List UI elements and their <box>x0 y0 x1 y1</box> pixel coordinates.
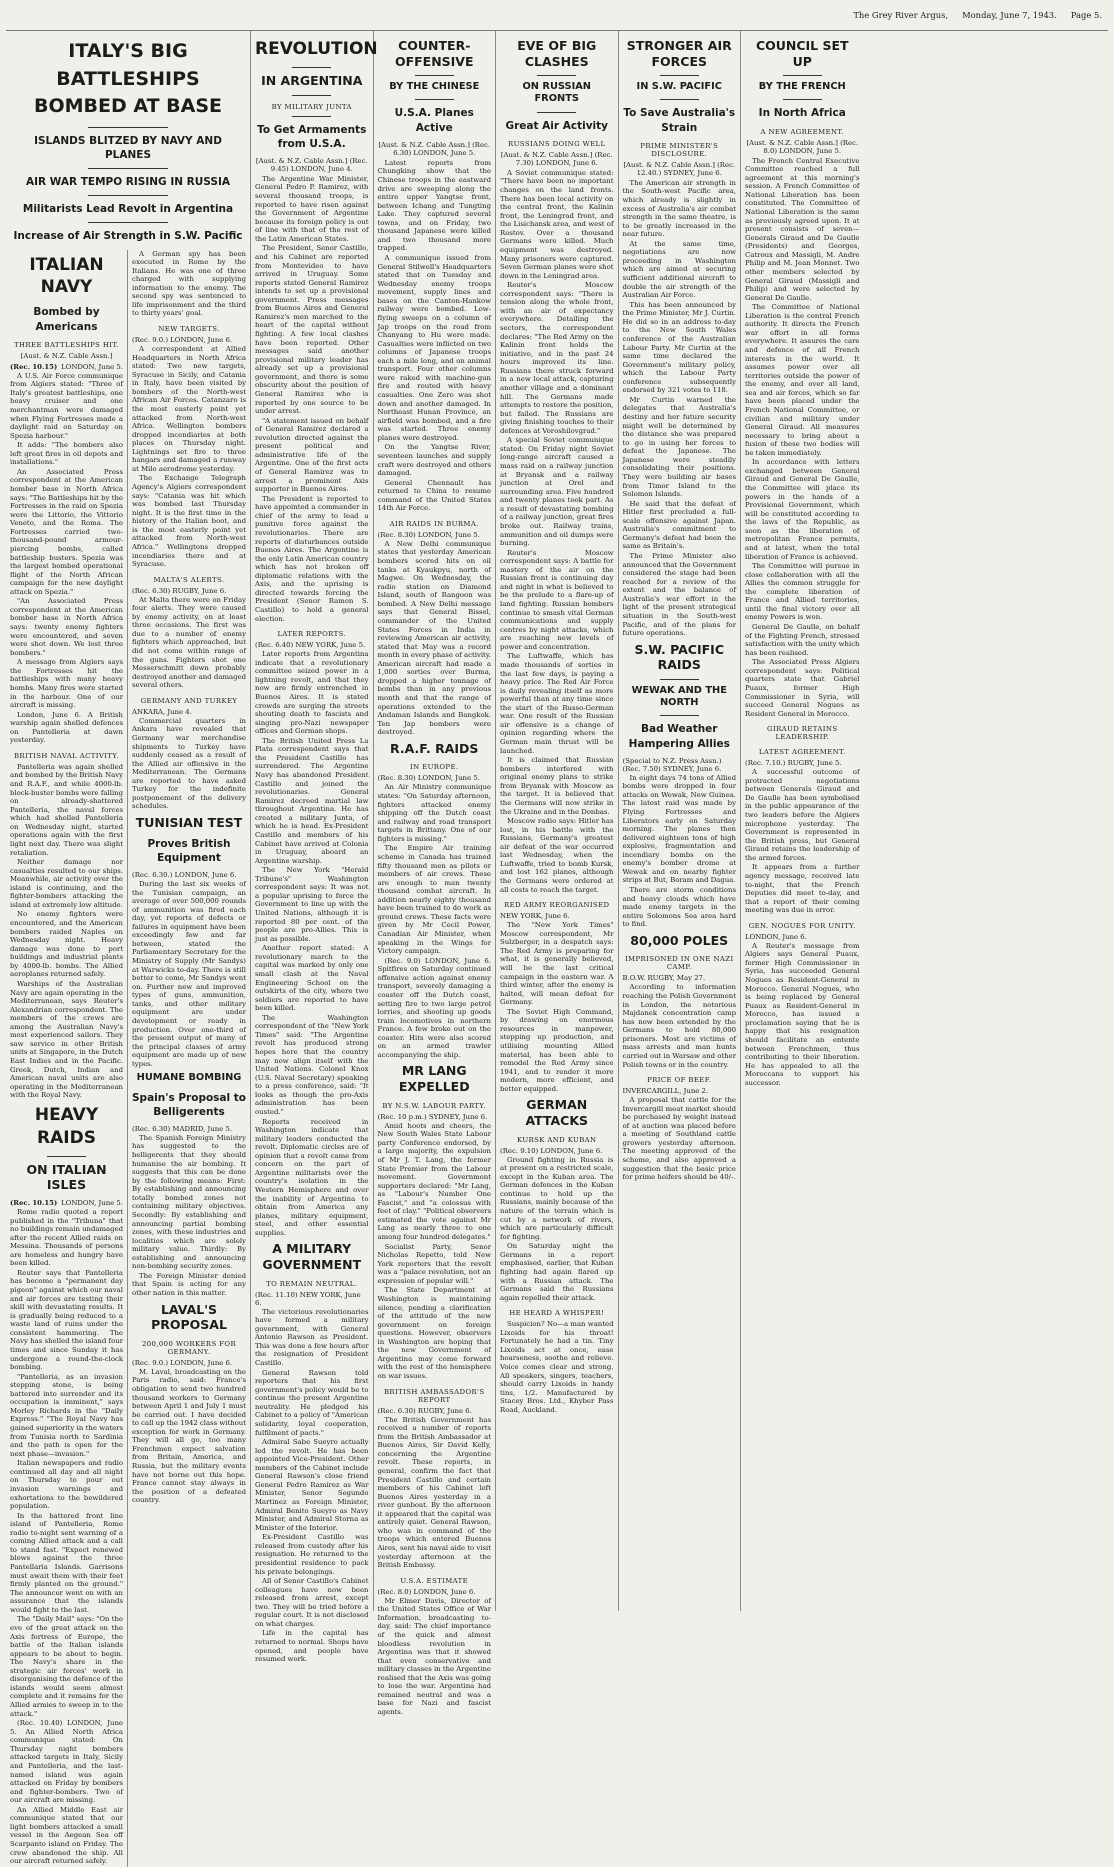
pacific-source: [Aust. & N.Z. Cable Assn.] (Rec. 12.40.) SYDNEY, June 6. <box>623 160 736 177</box>
pacific-paragraph: At the same time, negotiations are now proceeding in Washington which are aimed at securing sufficient additional aircraft to double the air strength of the Australian Air Force. <box>622 239 736 300</box>
wewak-paragraph: There are storm conditions and heavy clouds which have made enemy targets in the entire Solomons Sea area hard to find. <box>622 886 736 929</box>
council-headline: COUNCIL SET UP <box>755 38 849 69</box>
kursk-dateline: (Rec. 9.10) LONDON, June 6. <box>500 1146 603 1155</box>
revolution-paragraph: The British United Press La Plata correspondent says that the President Castillo has surrendered. The Argentine Navy has abandoned President Castillo and joined the revolutionaries. General Ramirez decreed martial law throughout Argentina. He has created a military Junta, of which he is head. Ex-President Castillo and members of his Cabinet have arrived at Colonia in Uruguay, aboard an Argentine warship. <box>255 736 369 865</box>
new-targets-head: NEW TARGETS. <box>158 325 220 333</box>
lang-paragraph: Socialist Party, Senor Nicholas Repetto, told New York reporters that the revolt was a "palace revolution, not an expression of popular will." <box>377 1242 491 1285</box>
navy-paragraph: It adds: "The bombers also left great fires in oil depots and installations." <box>10 441 123 467</box>
lang-subhead: BY N.S.W. LABOUR PARTY. <box>382 1101 487 1110</box>
nogues-head: GEN. NOGUES FOR UNITY. <box>748 921 856 930</box>
council-paragraph: The Committee of National Liberation is the central French authority. It directs the French war effort in all forms everywhere. It assures the care and defence of all French interests in the world. It assumes power over all territories outside the power of the enemy, and over all land, sea and air forces, which so far have been placed under the French National Committee, or civilian and military under General Giraud. All measures necessary to bring about a fusion of these two bodies will be taken immediately. <box>745 303 860 457</box>
military-paragraph: General Rawson told reporters that his first government's policy would be to continue the present Argentine neutrality. He pledged his Cabinet to a policy of "American solidarity, loyal cooperation, fulfilment of pacts." <box>255 1368 369 1437</box>
spy-paragraph: A German spy has been executed in Rome by the Italians. He was one of three charged with supplying information to the enemy. The second spy was sentenced to life imprisonment and the third to thirty years' goal. <box>132 249 246 318</box>
russia-paragraph: Reuter's Moscow correspondent says: A battle for mastery of the air on the Russian front is continuing day and night in what is believed to be the prelude to a flare-up of land fighting. Russian bombers continue to smash vital German communications and supply centres by night attacks, which are reaching new levels of power and concentration. <box>500 548 614 651</box>
poles-subhead: IMPRISONED IN ONE NAZI CAMP. <box>624 955 734 972</box>
council-column <box>741 31 864 1611</box>
beef-paragraph: A proposal that cattle for the Invercargill meat market should be purchased by weight instead of at auction was placed before a meeting of Southland cattle growers yesterday afternoon. The meeting approved of the scheme, and also approved a suggestion that the basic price for prime heifers should be 40/-. <box>622 1096 736 1182</box>
revolution-subhead: IN ARGENTINA <box>261 72 363 88</box>
chinese-subhead: BY THE CHINESE <box>389 81 480 93</box>
masthead-paper: The Grey River Argus, <box>853 10 949 20</box>
russia-paragraph: A Soviet communique stated: "There have been no important changes on the land fronts. There has been local activity on the central front, the Kalinin front, the Leningrad front, and the Lisichansk area, and west of Rostov. Over a thousand Germans were killed. Much equipment was destroyed. Many prisoners were captured. Seven German planes were shot down in the Leningrad area. <box>500 168 614 280</box>
pacific-paragraph: This has been announced by the Prime Minister, Mr J. Curtin. He did so in an address to-day to the New South Wales conference of the Australian Labour Party. Mr Curtin at the same time declared the Government's military policy, which the Labour Party conference subsequently endorsed by 321 votes to 118. <box>622 300 736 395</box>
navy-paragraph: An Associated Press correspondent at the American bomber base in North Africa says: "The Battleships hit by the Fortresses in the raid on Spezia were the Littorio, the Vittorio Veneto, and the Roma. The Fortresses carried two-thousand-pound armour-piercing bombs, called battleship busters. Spezia was the largest bombed operational flight of the North African campaign for the new daylight attack on Spezia." <box>10 467 123 596</box>
giraud-paragraph: A successful outcome of protracted negotiations between Generals Giraud and De Gaulle has been symbolised in the public appearance of the two leaders before the Algiers microphone yesterday. The Government is represented in the British press, but General Giraud retains the leadership of the armed forces. <box>745 768 860 862</box>
malta-dateline: (Rec. 6.30) RUGBY, June 6. <box>132 586 227 595</box>
revolution-paragraph: Another report stated: A revolutionary march to the capital was marked by only one small clash at the Naval Engineering School on the outskirts of the city, where two soldiers are reported to have been killed. <box>255 944 369 1013</box>
navy-paragraph: London, June 6. A British warship again shelled defences on Pantelleria at dawn yesterday. <box>10 710 123 745</box>
poles-headline: 80,000 POLES <box>630 932 729 948</box>
isles-paragraph: An Allied Middle East air communique stated that our light bombers attacked a small vessel in the Aegean Sea off Scarpanto island on Friday. The crew abandoned the ship. All our aircraft returned safely. <box>10 1805 123 1866</box>
revolution-paragraph: The President, Senor Castillo, and his Cabinet are reported from Montevideo to have arrived in Uruguay. Some reports stated General Ramirez intends to set up a provisional government. Press messages from Buenos Aires and General Ramirez's men marched to the heart of the capital without fighting. A few local clashes have been reported. Other messages said another provisional military leader has already set up a provisional government, and there is some obscurity about the position of General Ramirez who is reported by one source to be under arrest. <box>255 244 369 416</box>
german-attacks-headline: GERMAN ATTACKS <box>525 1097 589 1129</box>
russia-column <box>496 31 619 1611</box>
russia-paragraph: Moscow radio says: Hitler has lost, in his battle with the Russians, Germany's greatest air defeat of the war occurred last Wednesday, when the Luftwaffe, tried to bomb Kursk, and lost 162 planes, although the Germans were ordered at all costs to reach the target. <box>500 817 614 894</box>
navy-source: [Aust. & N.Z. Cable Assn.] <box>20 351 113 360</box>
turkey-head: GERMANY AND TURKEY <box>140 696 238 705</box>
pacific-column <box>619 31 742 1611</box>
russia-paragraph: It is claimed that Russian bombers interfered with original enemy plans to strike from Bryansk with Moscow as the target. It is believed that the Germans will now strike in the Ukraine and in the Donbas. <box>500 756 614 816</box>
chinese-headline: COUNTER-OFFENSIVE <box>394 38 474 69</box>
burma-dateline: (Rec. 8.30) LONDON, June 5. <box>377 530 480 539</box>
raf-headline: R.A.F. RAIDS <box>390 740 479 756</box>
council-paragraph: The French Central Executive Committee reached a full agreement at this morning's session. A French Committee of National Liberation has been constituted. The Committee of National Liberation is the same as previously agreed upon. It at present consists of seven—Generals Giraud and De Gaulle (Presidents) and Georges, Catroux and Massigli, M. Andre Philip and M. Jean Monnet. Two other members selected by General Giraud (Massigli and Philip) and were selected by General De Gaulle. <box>745 156 860 302</box>
navy-paragraph: "An Associated Press correspondent at the American bomber base in North Africa says: twenty enemy fighters were encountered, and seven were shot down. We lost three bombers." <box>10 597 123 657</box>
ambassador-paragraph: The British Government has received a number of reports from the British Ambassador at Buenos Aires, Sir David Kelly, concerning the Argentine revolt. These reports, in general, confirm the fact that President Castillo and certain members of his Cabinet left Buenos Aires yesterday in a river gunboat. By the afternoon it appeared that the capital was entirely quiet. General Rawson, who was in command of the troops which entered Buenos Aires, sent his naval aide to visit yesterday afternoon at the British Embassy. <box>377 1415 491 1570</box>
new-targets-dateline: (Rec. 9.0.) LONDON, June 6. <box>132 336 233 344</box>
russia-source: [Aust. & N.Z. Cable Assn.] (Rec. 7.30) LONDON, June 6. <box>500 150 613 167</box>
tunisian-subhead: Proves British Equipment <box>147 837 231 864</box>
council-paragraph: The Committee will pursue in close collaboration with all the Allies the common struggle for the complete liberation of France and Allied territories, until the final victory over all enemy Powers is won. <box>745 562 860 622</box>
council-paragraph: In accordance with letters exchanged between General Giraud and General De Gaulle, the Committee will place its powers in the hands of a Provisional Government, which will be constituted according to the laws of the Republic, as soon as the liberation of metropolitan France permits, and at latest, when the total liberation of France is achieved. <box>745 458 860 561</box>
nogues-paragraph: A Reuter's message from Algiers says General Puaux, former High Commissioner in Syria, has succeeded General Nogues as Resident-General in Morocco. General Nogues, who is being replaced by General Puaux as Resident-General in Morocco, has issued a proclamation saying that he is happy that his resignation should facilitate an entente between Frenchmen, thus contributing to their liberation. He has appealed to all the Moroccans to support his successor. <box>745 941 860 1087</box>
pacific-paragraph: Mr Curtin warned the delegates that Australia's destiny and her future security might well be determined by the distance she was prepared to go in using her forces to defeat the Japanese. The Japanese were steadily consolidating their positions. They were building air bases from Timor Island to the Solomon Islands. <box>622 395 736 499</box>
humane-dateline: (Rec. 6.30) MADRID, June 5. <box>132 1124 233 1133</box>
naval-paragraph: Neither damage nor casualties resulted to our ships. Meanwhile, air activity over the island is continuing, and the fighter-bombers attacking the island at extremely low altitude. <box>10 858 123 909</box>
chinese-paragraph: General Chennault has returned to China to resume command of the United States 14th Air Force. <box>377 478 491 513</box>
red-army-dateline: NEW YORK, June 6. <box>500 912 570 921</box>
naval-activity-head: BRITISH NAVAL ACTIVITY. <box>13 751 120 760</box>
later-reports-head: LATER REPORTS. <box>277 630 347 639</box>
wewak-deck: Bad Weather Hampering Allies <box>628 723 730 750</box>
beef-dateline: INVERCARGILL, June 2. <box>622 1087 709 1096</box>
red-army-head: RED ARMY REORGANISED <box>504 901 610 910</box>
naval-paragraph: Pantelleria was again shelled and bombed by the British Navy and R.A.F., and while 4000-lb. block-buster bombs were falling on already-shattered Pantelleria, the naval forces which had shelled Pantelleria on Wednesday night, started operations again with the first light next day. There was slight retaliation. <box>10 762 123 857</box>
revolution-paragraph: Reports received in Washington indicate that military leaders conducted the revolt. Diplomatic circles are of opinion that a revolt came from concern on the part of Argentine militarists over the country's isolation in the Western Hemisphere and over the inability of Argentina to obtain from America any planes, military equipment, steel, and other essential supplies. <box>255 1117 369 1237</box>
usa-estimate-dateline: (Rec. 8.0) LONDON, June 6. <box>377 1587 476 1596</box>
chinese-column <box>374 31 497 1717</box>
red-army-paragraph: The Soviet High Command, by drawing on enormous resources in manpower, stepping up production, and utilising mounting Allied material, has been able to remodel the Red Army since 1941, and to render it more modern, more efficient, and better equipped. <box>500 1007 614 1093</box>
revolution-column <box>251 31 378 1664</box>
italy-deck-1: ISLANDS BLITZED BY NAVY AND PLANES <box>34 134 222 161</box>
new-agreement-head: A NEW AGREEMENT. <box>760 127 844 136</box>
pacific-paragraph: The Prime Minister also announced that the Government considered the stage had been reached for a review of the extent and the balance of Australia's war effort in the light of the present strategical situation in the South-west Pacific, and of the plans for future operations. <box>622 552 736 638</box>
revolution-paragraph: The Washington correspondent of the "New York Times" said: "The Argentine revolt has produced strong hopes here that the country may now align itself with the United Nations. Colonel Knox (U.S. Naval Secretary) speaking to a press conference, said: "It looks as though the pro-Axis administration has been ousted." <box>255 1013 369 1116</box>
chinese-source: [Aust. & N.Z. Cable Assn.] (Rec. 6.30) LONDON, June 5. <box>378 140 491 157</box>
tunisian-paragraph: During the last six weeks of the Tunisian campaign, an average of over 500,000 rounds of ammunition was fired each day, yet reports of defects or failures in equipment have been exceedingly few and far between, stated the Parliamentary Secretary for the Ministry of Supply (Mr Sandys) at Warwicks to-day. There is still better to come, Mr Sandys went on. Further new and improved types of guns, ammunition, tanks, and other military equipment are under development or ready in production. Over one-third of the present output of many of the principal classes of army equipment are made up of new types. <box>132 879 246 1068</box>
kursk-paragraph: Ground fighting in Russia is at present on a restricted scale, except in the Kuban area. The German defences in the Kuban continue to hold up the Russians, mainly because of the nature of the terrain which is cut by a network of rivers, which are particularly difficult for fighting. <box>500 1155 614 1241</box>
italy-twin-columns <box>6 250 250 1867</box>
burma-head: AIR RAIDS IN BURMA. <box>389 519 479 528</box>
humane-paragraph: The Foreign Minister denied that Spain is acting for any other nation in this matter. <box>132 1271 246 1298</box>
chinese-deck: U.S.A. Planes Active <box>394 107 474 134</box>
navy-paragraph: A U.S. Air Force communique from Algiers stated: "Three of Italy's greatest battleships, one heavy cruiser and one merchantman were damaged when Flying Fortresses made a daylight raid on Saturday on Spezia harbour." <box>10 371 123 440</box>
italy-headline: ITALY'S BIG BATTLESHIPS BOMBED AT BASE <box>33 40 223 118</box>
whisper-ad-head: HE HEARD A WHISPER! <box>509 1309 605 1318</box>
laval-paragraph: M. Laval, broadcasting on the Paris radio, said: France's obligation to send two hundred thousand workers to Germany between April 1 and July 1 must be carried out. I have decided to call up the 1942 class without exception for work in Germany. They will all go, too many Frenchmen expect salvation from Britain, America, and Russia, but the military events have not borne out this hope. France cannot stay always in the position of a defeated country. <box>132 1367 247 1505</box>
navy-subhead: Bombed by Americans <box>33 306 100 333</box>
isles-headline: HEAVY RAIDS <box>34 1104 99 1148</box>
military-paragraph: All of Senor Castillo's Cabinet colleagues have now been released from arrest, except two. They will be tried before a regular court. It is not disclosed on what charges. <box>255 1577 369 1628</box>
raf-dateline: (Rec. 8.30) LONDON, June 5. <box>377 774 480 783</box>
military-paragraph: Life in the capital has returned to normal. Shops have opened, and people have resumed work. <box>255 1629 369 1664</box>
kursk-head: KURSK AND KUBAN <box>517 1135 597 1144</box>
italy-deck-2: AIR WAR TEMPO RISING IN RUSSIA <box>26 175 230 188</box>
italy-left-column <box>6 250 128 1867</box>
later-reports-dateline: (Rec. 6.40) NEW YORK, June 5. <box>255 641 366 650</box>
prime-minister-head: PRIME MINISTER'S DISCLOSURE. <box>640 141 719 158</box>
laval-subhead: 200,000 WORKERS FOR GERMANY. <box>141 1339 237 1356</box>
humane-subhead: Spain's Proposal to Belligerents <box>132 1091 246 1118</box>
pacific-raids-headline: S.W. PACIFIC RAIDS <box>634 641 724 673</box>
red-army-paragraph: The "New York Times" Moscow correspondent, Mr Sulzberger, in a despatch says: The Red Army is preparing for what, it is generally believed, will be the last critical campaign in the eastern war. A third winter, after the enemy is halted, will mean defeat for Germany. <box>500 921 614 1007</box>
kursk-paragraph: On Saturday night the Germans in a report emphasised, earlier, that Kuban fighting had again flared up with a Russian attack. The Germans said the Russians again repelled their attack. <box>500 1242 614 1302</box>
isles-paragraph: Reuter says that Pantelleria has become a "permanent day pigeon" against which our naval and air forces are testing their skill with devastating results. It is gradually being reduced to a waste land of ruins under the consistent hammering. The Navy has shelled the island four times and since Sunday it has undergone a round-the-clock bombing. <box>10 1268 123 1372</box>
isles-paragraph: In the battered front line island of Pantelleria, Rome radio to-night sent warning of a coming Allied attack and a call to stand fast. "Expect renewed blows against the three Pantellaria Islands. Garrisons must await them with their feet firmly planted on the ground." The announcer went on with an assurance that the islands would fight to the last. <box>10 1511 123 1614</box>
isles-paragraph: Italian newspapers and radio continued all day and all night on Thursday to pour out invasion warnings and exhortations to the bewildered population. <box>10 1459 123 1511</box>
pacific-paragraph: He said that the defeat of Hitler first precluded a full-scale offensive against Japan. Australia's commitment to Germany's defeat had been the same as Britain's. <box>622 499 736 551</box>
italy-right-column <box>128 250 250 1867</box>
russia-headline: EVE OF BIG CLASHES <box>517 38 597 69</box>
wewak-subhead: WEWAK AND THE NORTH <box>631 684 727 709</box>
whisper-ad-text: Suspicion? No—a man wanted Lixoids for his throat! Fortunately he had a tin. Tiny Lixoids act at once, ease hoarseness, soothe and relieve. Voice comes clear and strong. All speakers, singers, teachers, should carry Lixoids in handy tins, 1/2. Manufactured by Stacey Bros. Ltd., Khyber Pass Road, Auckland. <box>500 1320 614 1414</box>
military-government-headline: A MILITARY GOVERNMENT <box>262 1241 362 1273</box>
usa-estimate-paragraph: Mr Elmer Davis, Director of the United States Office of War Information, broadcasting to-day, said: The chief importance of the quick and almost bloodless revolution in Argentina was that it showed that even conservative and military classes in the Argentine realised that the Axis was going to lose the war. Argentina had remained neutral and was a base for Nazi and fascist agents. <box>377 1596 491 1717</box>
tunisian-dateline: (Rec. 6.30.) LONDON, June 6. <box>132 870 237 879</box>
russia-subhead: ON RUSSIAN FRONTS <box>522 81 592 105</box>
council-deck: In North Africa <box>758 107 846 120</box>
italy-section <box>6 31 251 1866</box>
military-dateline: (Rec. 11.10) NEW YORK, June 6. <box>255 1290 361 1307</box>
wewak-paragraph: In eight days 74 tons of Allied bombs were dropped in four attacks on Wewak, New Guinea. The latest raid was made by Flying Fortresses and Liberators early on Saturday morning. The planes then delivered eighteen tons of high explosive, fragmentation and incendiary bombs on the enemy's bomber drome at Wewak and on nearby fighter strips at But, Boram and Dagua. <box>622 773 736 885</box>
revolution-headline: REVOLUTION <box>255 39 378 59</box>
wewak-dateline: (Special to N.Z. Press Assn.) (Rec. 7.50) SYDNEY, June 6. <box>622 756 722 773</box>
targets-paragraph: The Exchange Telegraph Agency's Algiers correspondent says: "Catania was hit which was bombed last Thursday night. It is the first time in the history of the Italian boot, and is the most easterly point yet attacked from North-west Africa." Wellingtons dropped incendiaries there and at Syracuse. <box>132 474 246 569</box>
remain-neutral-head: TO REMAIN NEUTRAL. <box>266 1279 358 1288</box>
revolution-paragraph: The Argentine War Minister, General Pedro P. Ramirez, with several thousand troops, is reported to have risen against the Government of Argentine because its foreign policy is out of line with that of the rest of the Latin American States. <box>255 174 369 243</box>
giraud-dateline: (Rec. 7.10.) RUGBY, June 5. <box>745 759 842 768</box>
chinese-paragraph: On the Yangtse River, seventeen launches and supply craft were destroyed and others damaged. <box>377 443 491 478</box>
latest-agreement-head: LATEST AGREEMENT. <box>758 748 846 757</box>
revolution-paragraph: Later reports from Argentina indicate that a revolutionary committee seized power in a lightning revolt, and that they now are firmly entrenched in Buenos Aires. It is stated crowds are surging the streets shouting death to fascists and singing pro-Nazi newspaper offices and German shops. <box>255 650 369 736</box>
lang-paragraph: The State Department at Washington is maintaining silence, pending a clarification of the attitude of the new government on foreign questions. However, observers in Washington are hoping that the new Government of Argentina may come forward with the rest of the hemisphere on war issues. <box>377 1286 491 1381</box>
russia-deck: Great Air Activity <box>505 119 608 132</box>
council-source: [Aust. & N.Z. Cable Assn.] (Rec. 8.0) LONDON, June 5. <box>746 138 859 155</box>
raf-paragraph: The Empire Air training scheme in Canada has trained fifty thousand men as pilots or members of air crews. These are enough to man twenty thousand combat aircraft. In addition nearly eighty thousand have been trained to do work as ground crews. These facts were given by Mr Cecil Power, Canadian Air Minister, when speaking in the Wings for Victory campaign. <box>377 844 491 956</box>
lang-headline: MR LANG EXPELLED <box>398 1063 470 1095</box>
navy-paragraph: A message from Algiers says the Fortresses hit the battleships with many heavy bombs. Many fires were started in the harbour. One of our aircraft is missing. <box>10 658 123 710</box>
pacific-paragraph: The American air strength in the South-west Pacific area, which already is slightly in excess of Australia's air combat strength in the same theatre, is to be greatly increased in the near future. <box>622 178 736 239</box>
ambassador-dateline: (Rec. 6.30) RUGBY, June 6. <box>377 1406 472 1415</box>
naval-paragraph: No enemy fighters were encountered, and the American bombers raided Naples on Wednesday night. Heavy damage was done to port buildings and industrial plants by 4000-lb. bombs. The Allied aeroplanes returned safely. <box>10 910 123 979</box>
italy-deck-4: Increase of Air Strength in S.W. Pacific <box>13 230 243 243</box>
usa-estimate-head: U.S.A. ESTIMATE <box>400 1576 469 1585</box>
isles-subhead: ON ITALIAN ISLES <box>26 1161 107 1193</box>
raf-paragraph: An Air Ministry communique states: "On Saturday afternoon, fighters attacked enemy shipping off the Dutch coast and railway and road transport targets in Brittany. One of our fighters is missing." <box>377 783 491 843</box>
navy-section-head: THREE BATTLESHIPS HIT. <box>14 340 119 349</box>
military-paragraph: The victorious revolutionaries have formed a military government, with General Antonio Rawson as President. This was done a few hours after the resignation of President Castillo. <box>255 1307 369 1368</box>
naval-paragraph: Warships of the Australian Navy are again operating in the Mediterranean, says Reuter's Alexandrian correspondent. The members of the crews are among the Australian Navy's most experienced sailors. They saw service in other British units at Singapore, in the Dutch East Indies and in the Pacific. Greek, Dutch, Indian and American naval units are also operating in the Mediterranean with the Royal Navy. <box>10 979 123 1100</box>
lang-dateline: (Rec. 10 p.m.) SYDNEY, June 6. <box>377 1112 488 1121</box>
nogues-dateline: LONDON, June 6. <box>745 932 807 941</box>
revolution-paragraph: The President is reported to have appointed a commander in chief of the army to lead a punitive force against the revolutionaries. There are reports of disturbances outside Buenos Aires. The Argentine is the only Latin American country which has not broken off diplomatic relations with the Axis, and the uprising is directed towards forcing the President (Senor Ramon S. Castillo) to hold a general election. <box>255 494 369 623</box>
navy-dateline: (Rec. 10.15) LONDON, June 5. <box>10 362 123 371</box>
masthead-page: Page 5. <box>1070 10 1102 20</box>
poles-paragraph: According to information reaching the Polish Government in London, the notorious Majdanek concentration camp has now been extended by the Germans to hold 80,000 prisoners. Most are victims of mass arrests and man hunts carried out in Warsaw and other Polish towns or in the country. <box>622 983 736 1069</box>
isles-paragraph: Rome radio quoted a report published in the "Tribuna" that no buildings remain undamaged after the recent Allied raids on Messina. Thousands of persons are homeless and hungry have been killed. <box>10 1207 124 1268</box>
russians-well-head: RUSSIANS DOING WELL <box>508 139 606 148</box>
malta-head: MALTA'S ALERTS. <box>153 575 225 584</box>
giraud-paragraph: It appears from a further agency message, received late to-night, that the French Deputies did meet to-day, and that a report of their coming meeting was due in error. <box>745 863 860 915</box>
revolution-deck-2: To Get Armaments from U.S.A. <box>257 123 367 150</box>
revolution-paragraph: The New York "Herald Tribune's" Washington correspondent says: It was not a popular uprising to force the Government to line up with the United Nations, although it is reported 80 per cent. of the people are pro-Allies. This is just as possible. <box>255 866 369 943</box>
revolution-deck: BY MILITARY JUNTA <box>271 102 352 111</box>
beef-head: PRICE OF BEEF. <box>647 1076 712 1085</box>
humane-paragraph: The Spanish Foreign Ministry has suggested to the belligerents that they should humanise the air bombing. It suggests that this can be done by the following means: First: By establishing and announcing totally bombed zones not containing military objectives. Secondly: By establishing and announcing partial bombing zones, with these industries and localities which are solely military value. Thirdly: By establishing and announcing non-bombing security zones. <box>132 1133 246 1271</box>
laval-headline: LAVAL'S PROPOSAL <box>151 1301 227 1333</box>
burma-paragraph: A New Delhi communique states that yesterday American bombers scored hits on oil tanks at Kyaukpyu, north of Magwe. On Wednesday, the radio station on Diamond Island, south of Rangoon was bombed. A New Delhi message says that General Bissel, commander of the United States Forces in India in reviewing American air activity, stated that May was a record month in every phase of activity. American aircraft had made a 1,000 sorties over Burma, dropped a higher tonnage of bombs than in any previous month and that the range of operations extended to the Andaman Islands and Bangkok. Ten Jap bombers were destroyed. <box>377 539 491 737</box>
malta-paragraph: At Malta there were on Friday four alerts. They were caused by enemy activity, on at least three occasions. The first was due to a number of enemy fighters which approached, but did not come within range of the guns. Fighters shot one Messerschmitt down probably destroyed another and damaged several others. <box>132 595 246 690</box>
targets-paragraph: A correspondent at Allied Headquarters in North Africa stated: Two new targets, Syracuse in Sicily, and Catania in Italy, have been visited by bombers of the North-west African Air Forces. Catanzaro is the most easterly point yet attacked from North-west Africa. Wellington bombers dropped incendiaries at both places on Thursday night. Lightnings set fire to three hangars and damaged a runway at Milo aerodrome yesterday. <box>132 345 246 473</box>
columns <box>6 31 1108 1866</box>
pacific-subhead: IN S.W. PACIFIC <box>636 81 722 93</box>
turkey-paragraph: Commercial quarters in Ankara have revealed that Germany war merchandise shipments to Turkey have suddenly ceased as a result of the Allied air offensive in the Mediterranean. The Germans are reported to have asked Turkey for the indefinite postponement of the delivery schedules. <box>132 716 246 811</box>
ambassador-head: BRITISH AMBASSADOR'S REPORT <box>383 1387 485 1404</box>
chinese-paragraph: Latest reports from Chungking show that the Chinese troops in the eastward drive are sweeping along the entire upper Yangtse front, between Ichang and Tungting Lake. They captured several towns, and on Friday, two thousand Japanese were killed and two thousand more trapped. <box>377 158 491 253</box>
isles-paragraph: The "Daily Mail" says: "On the eve of the great attack on the Axis fortress of Europe, the battle of the Italian islands appears to be about to begin. The Navy's share in the strategic air forces' work in disorganising the defence of the islands would seem almost complete and it remains for the Allied armies to sweep in to the attack." <box>10 1615 123 1718</box>
russia-paragraph: The Luftwaffe, which has made thousands of sorties in the last few days, is paying a heavy price. The Red Air Force is daily revealing itself as more powerful than at any time since the start of the Russo-German war. One result of the Russian air offensive is a change of opinion regarding where the German main thrust will be launched. <box>500 652 614 755</box>
council-subhead: BY THE FRENCH <box>758 81 846 93</box>
masthead-date: Monday, June 7, 1943. <box>962 10 1057 20</box>
council-paragraph: General De Gaulle, on behalf of the Fighting French, stressed satisfaction with the unity which has been realised. <box>745 623 860 657</box>
poles-dateline: B.O.W. RUGBY, May 27. <box>622 974 706 983</box>
revolution-paragraph: "A statement issued on behalf of General Ramirez declared a revolution directed against the present political and administrative life of the Argentine. One of the first acts of General Ramirez was to arrest a prominent Axis supporter in Buenos Aires. <box>255 416 369 494</box>
navy-headline: ITALIAN NAVY <box>29 254 104 298</box>
pacific-headline: STRONGER AIR FORCES <box>626 38 732 69</box>
russia-paragraph: Reuter's Moscow correspondent says: "There is tension along the whole front, with an air of expectancy everywhere. Detailing the sectors, the correspondent declares: "The Red Army on the Kalinin front holds the initiative, and in the past 24 hours improved its line. Russians there struck forward in a new local attack, capturing another village and a dominant hill. The Germans made attempts to restore the position, but failed. The Russians are giving finishing touches to their defences at Voroshilovgrad." <box>500 281 614 435</box>
military-paragraph: Admiral Sabe Sueyro actually led the revolt. He has been appointed Vice-President. Other members of the Cabinet include General Rawson's close friend General Pedro Ramirez as War Minister, Senor Segundo Martinez as Foreign Minister, Admiral Benito Sueyro as Navy Minister, and Admiral Storna as Minister of the Interior. <box>255 1438 369 1532</box>
council-paragraph: The Associated Press Algiers correspondent says: Political quarters state that Gabriel Puaux, former High Commissioner in Syria, will succeed General Nogues as Resident General in Morocco. <box>745 658 860 718</box>
laval-dateline: (Rec. 9.0.) LONDON, June 6. <box>132 1358 233 1367</box>
chinese-paragraph: A communique issued from General Stilwell's Headquarters stated that on Tuesday and Wednesday enemy troops movement, supply lines and bases on the Canton-Hankow railway were bombed. Low-flying sweeps on a column of Jap troops on the road from Chanyang to Hu were made. Casualties were inflicted on two columns of Japanese troops each a mile long, and on animal transport. Four other columns were raked with machine-gun fire and routed with heavy casualties. One Zero was shot down and another damaged. In Northeast Hunan Province, an airfield was bombed, and a fire was started. Three enemy planes were destroyed. <box>377 254 491 442</box>
italy-deck-3: Militarists Lead Revolt in Argentina <box>22 203 234 216</box>
giraud-head: GIRAUD RETAINS LEADERSHIP. <box>767 725 838 742</box>
masthead <box>6 0 1108 31</box>
isles-dateline: (Rec. 10.15) LONDON, June 5. <box>10 1198 123 1207</box>
turkey-dateline: ANKARA, June 4. <box>132 707 192 716</box>
revolution-source: [Aust. & N.Z. Cable Assn.] (Rec. 9.45) LONDON, June 4. <box>255 156 368 173</box>
raf-subhead: IN EUROPE. <box>410 763 459 772</box>
isles-paragraph: (Rec. 10.40) LONDON, June 5. An Allied North Africa communique stated: On Thursday night bombers attacked targets in Italy, Sicily and Pantelleria, and the last-named island was again attacked on Friday by bombers and fighter-bombers. Two of our aircraft are missing. <box>10 1719 123 1805</box>
tunisian-headline: TUNISIAN TEST <box>135 815 243 830</box>
humane-headline: HUMANE BOMBING <box>136 1072 242 1084</box>
raf-paragraph: (Rec. 9.0) LONDON, June 6. Spitfires on Saturday continued offensive action against enemy transport, severely damaging a coaster off the Dutch coast, setting fire to two large petrol lorries, and shooting up goods train locomotives in northern France. A few broke out on the coaster. Hits were also scored on an armed trawler accompanying the ship. <box>377 956 491 1059</box>
pacific-deck: To Save Australia's Strain <box>623 107 736 134</box>
lang-paragraph: Amid hoots and cheers, the New South Wales State Labour party Conference endorsed, by a large majority, the expulsion of Mr J. T. Lang, the former State Premier from the Labour movement. Government supporters declared: "Mr Lang, as "Labour's Number One Fascist," and "a colossus with feet of clay." "Political observers estimated the vote against Mr Lang as nearly three to one among four hundred delegates." <box>377 1121 491 1242</box>
isles-paragraph: "Pantelleria, as an invasion stepping stone, is being battered into surrender and its occupation is imminent," says Morley Richards in the "Daily Express." "The Royal Navy has gained superiority in the waters from Tunisia north to Sardinia and the path is open for the next phase—invasion." <box>10 1372 123 1458</box>
military-paragraph: Ex-President Castillo was released from custody after his resignation. He returned to the presidential residence to pack his private belongings. <box>255 1533 369 1576</box>
russia-paragraph: A special Soviet communique stated: On Friday night Soviet long-range aircraft caused a mass raid on a railway junction at Bryansk and a railway junction at Orel and surrounding area. Five hundred and twenty planes took part. As a result of devastating bombing of a railway junction, great fires broke out. Railway trains, ammunition and oil dumps were burning. <box>500 436 614 548</box>
